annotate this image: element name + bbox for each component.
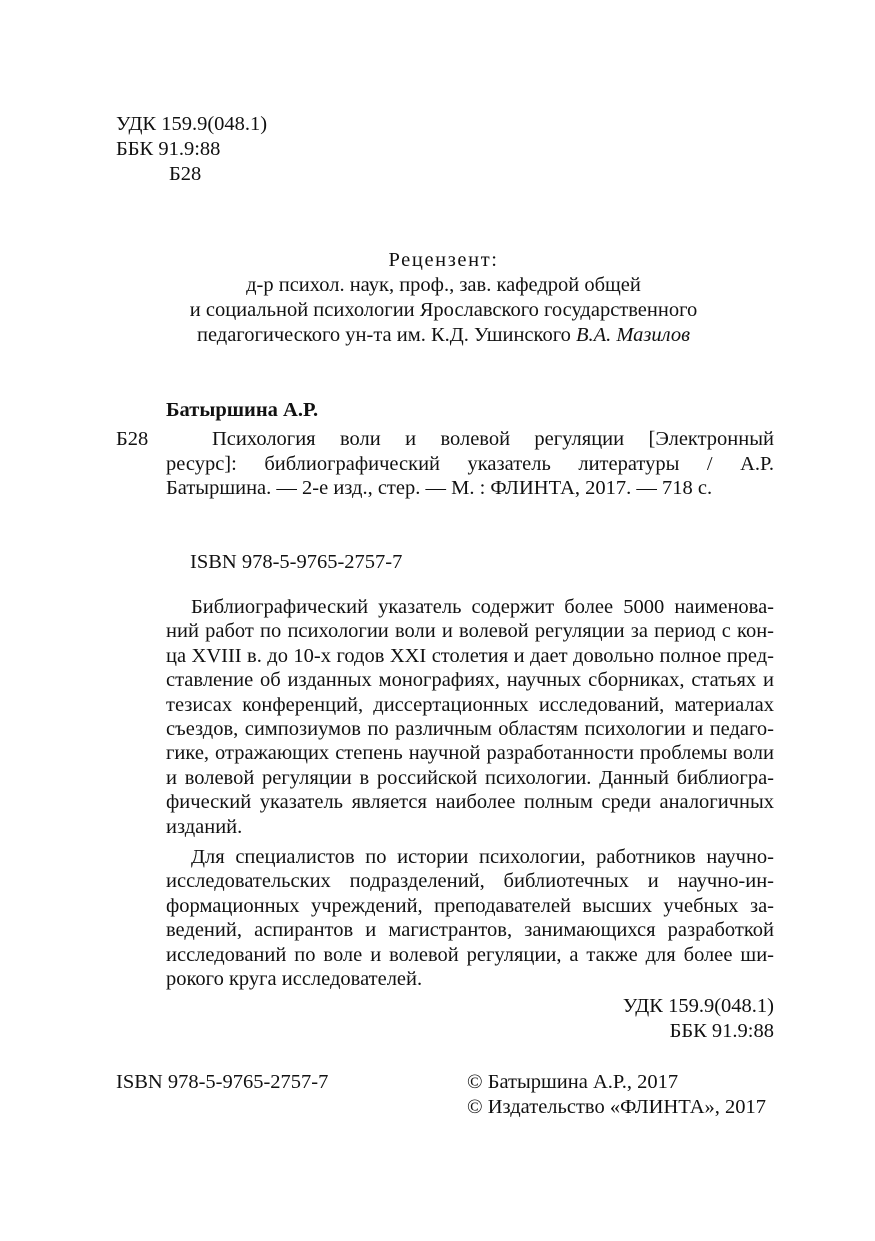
abstract-line: съездов, симпозиумов по различным областям психологии и педаго-	[166, 717, 774, 740]
reviewer-name: В.А. Мазилов	[575, 324, 691, 346]
reviewer-title: Рецензент:	[388, 249, 499, 271]
catalog-mark: Б28	[116, 428, 149, 450]
copyright-publisher: © Издательство «ФЛИНТА», 2017	[467, 1096, 767, 1118]
abstract-line: ца XVIII в. до 10-х годов XXI столетия и дает довольно полное пред-	[166, 644, 774, 667]
abstract-line: Для специалистов по истории психологии, работников научно-	[191, 846, 774, 868]
catalog-line: Батыршина. — 2-е изд., стер. — М. : ФЛИНТА, 2017. — 718 с.	[166, 477, 713, 499]
footer-isbn: ISBN 978-5-9765-2757-7	[116, 1071, 329, 1093]
catalog-line: ресурс]: библиографический указатель литературы / А.Р.	[166, 452, 774, 475]
abstract-line: формационных учреждений, преподавателей высших учебных за-	[166, 894, 774, 917]
abstract-line: гике, отражающих степень научной разработанности проблемы воли	[166, 742, 774, 765]
abstract-line: изданий.	[166, 815, 243, 838]
bottom-bbk-code: ББК 91.9:88	[669, 1020, 774, 1042]
author-mark: Б28	[169, 163, 202, 185]
abstract-paragraph-1	[166, 595, 774, 839]
abstract-line: рокого круга исследователей.	[166, 967, 423, 990]
reviewer-line-1: д-р психол. наук, проф., зав. кафедрой общей	[246, 274, 641, 296]
bbk-code: ББК 91.9:88	[116, 138, 221, 160]
abstract-line: исследований по воле и волевой регуляции, а также для более ши-	[166, 943, 774, 966]
reviewer-affiliation: педагогического ун-та им. К.Д. Ушинского	[196, 324, 571, 346]
bottom-udk-code: УДК 159.9(048.1)	[622, 995, 774, 1017]
catalog-author: Батыршина А.Р.	[166, 399, 319, 421]
catalog-description	[166, 427, 774, 501]
catalog-line: Психология воли и волевой регуляции [Электронный	[212, 428, 774, 450]
abstract-line: ставление об изданных монографиях, научных сборниках, статьях и	[166, 669, 774, 692]
abstract-paragraph-2	[166, 845, 774, 991]
reviewer-block	[0, 248, 875, 348]
catalog-isbn: ISBN 978-5-9765-2757-7	[190, 551, 403, 573]
abstract-line: Библиографический указатель содержит более 5000 наименова-	[191, 596, 774, 618]
copyright-author: © Батыршина А.Р., 2017	[467, 1071, 679, 1093]
reviewer-line-3	[0, 323, 875, 348]
abstract-line: ведений, аспирантов и магистрантов, занимающихся разработкой	[166, 919, 774, 942]
abstract-line: тезисах конференций, диссертационных исследований, материалах	[166, 693, 774, 716]
abstract-line: фический указатель является наиболее полным среди аналогичных	[166, 791, 774, 814]
abstract-line: ний работ по психологии воли и волевой регуляции за период с кон-	[166, 620, 774, 643]
abstract-line: исследовательских подразделений, библиотечных и научно-ин-	[166, 870, 774, 893]
reviewer-line-2: и социальной психологии Ярославского государственного	[189, 299, 698, 321]
abstract-line: и волевой регуляции в российской психологии. Данный библиогра-	[166, 766, 774, 789]
udk-code: УДК 159.9(048.1)	[116, 113, 268, 135]
